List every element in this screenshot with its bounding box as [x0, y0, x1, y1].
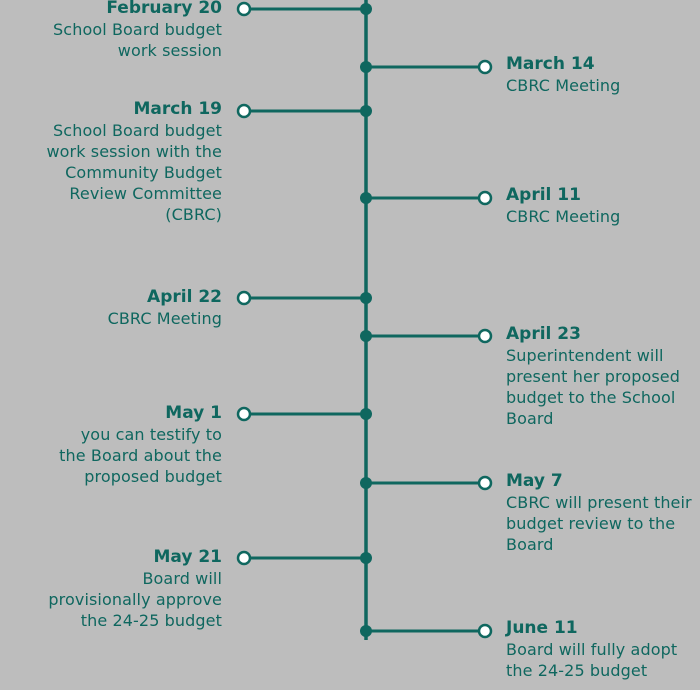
event-april-23: [506, 324, 700, 429]
event-february-20: [0, 0, 222, 61]
event-circle-marker: [479, 192, 491, 204]
event-description: School Board budget work session with the Community Budget Review Committee (CBRC): [46, 121, 222, 224]
event-circle-marker: [238, 408, 250, 420]
event-date: May 21: [153, 547, 222, 567]
spine-dot-marker: [360, 552, 372, 564]
event-date: April 23: [506, 324, 581, 344]
event-description: CBRC Meeting: [506, 207, 621, 226]
event-description: School Board budget work session: [53, 20, 222, 60]
event-date: March 19: [133, 99, 222, 119]
event-date: June 11: [506, 618, 578, 638]
event-date: May 1: [165, 403, 222, 423]
event-description: CBRC Meeting: [107, 309, 222, 328]
spine-dot-marker: [360, 61, 372, 73]
event-date: May 7: [506, 471, 563, 491]
event-circle-marker: [479, 625, 491, 637]
spine-dot-marker: [360, 292, 372, 304]
event-description: CBRC Meeting: [506, 76, 621, 95]
event-circle-marker: [238, 552, 250, 564]
event-april-22: [0, 287, 222, 329]
event-march-14: [506, 54, 700, 96]
event-may-7: [506, 471, 700, 555]
event-date: February 20: [106, 0, 222, 18]
event-description: CBRC will present their budget review to the Board: [506, 493, 692, 554]
event-description: Board will provisionally approve the 24-25 budget: [48, 569, 222, 630]
spine-dot-marker: [360, 3, 372, 15]
event-description: you can testify to the Board about the proposed budget: [59, 425, 222, 486]
event-may-21: [0, 547, 222, 631]
event-circle-marker: [238, 3, 250, 15]
event-circle-marker: [479, 61, 491, 73]
event-date: April 11: [506, 185, 581, 205]
spine-dot-marker: [360, 192, 372, 204]
spine-dot-marker: [360, 477, 372, 489]
event-may-1: [0, 403, 222, 487]
event-description: Superintendent will present her proposed budget to the School Board: [506, 346, 681, 428]
event-date: March 14: [506, 54, 595, 74]
event-march-19: [0, 99, 222, 225]
spine-dot-marker: [360, 625, 372, 637]
spine-dot-marker: [360, 408, 372, 420]
event-june-11: [506, 618, 700, 681]
event-circle-marker: [479, 330, 491, 342]
spine-dot-marker: [360, 105, 372, 117]
event-description: Board will fully adopt the 24-25 budget: [506, 640, 678, 680]
event-circle-marker: [238, 105, 250, 117]
spine-dot-marker: [360, 330, 372, 342]
event-date: April 22: [147, 287, 222, 307]
event-april-11: [506, 185, 700, 227]
event-circle-marker: [479, 477, 491, 489]
event-circle-marker: [238, 292, 250, 304]
